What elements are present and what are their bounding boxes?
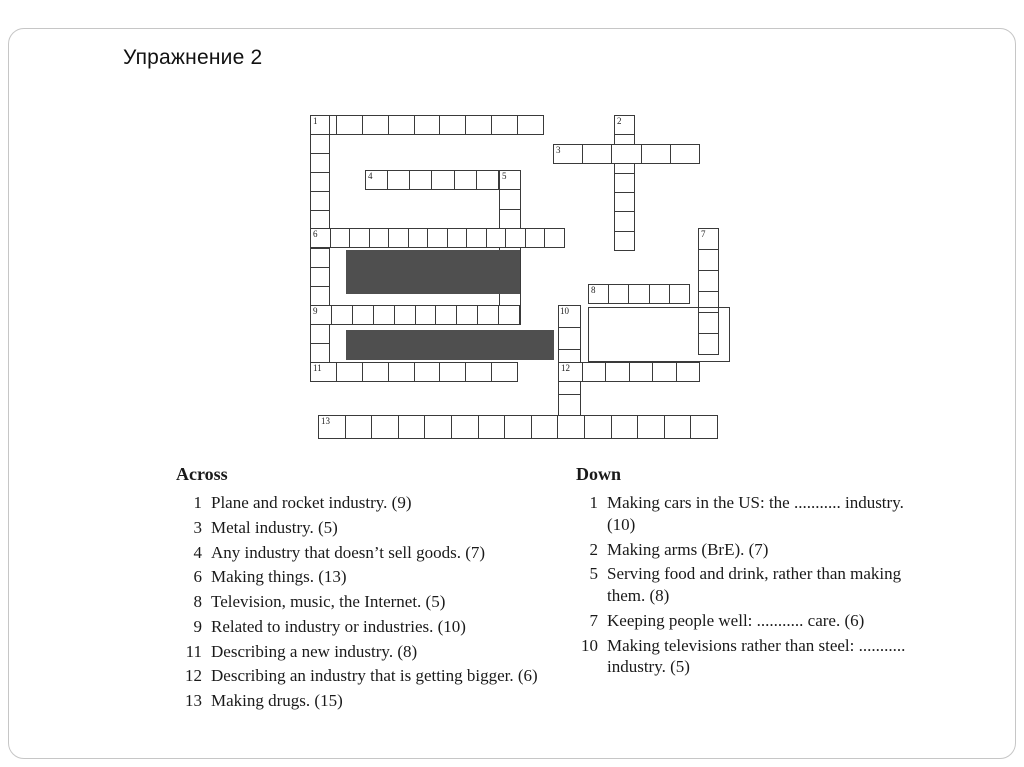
- clue-text: Making arms (BrE). (7): [607, 539, 769, 559]
- crossword-cell: [690, 416, 717, 438]
- clue-number: 13: [185, 691, 202, 710]
- clue-text: Keeping people well: ........... care. (6): [607, 610, 865, 630]
- crossword-cell: [584, 416, 611, 438]
- across-clue-item: [176, 542, 561, 564]
- down-clue-item: [576, 610, 912, 632]
- crossword-cell: [394, 306, 415, 324]
- clue-text: Television, music, the Internet. (5): [211, 592, 446, 611]
- crossword-cell: [451, 416, 478, 438]
- crossword-cell: [311, 210, 329, 229]
- crossword-cell: [669, 285, 689, 303]
- crossword-cell: [371, 416, 398, 438]
- crossword-cell: [486, 229, 506, 247]
- crossword-cell: [427, 229, 447, 247]
- clue-text: Any industry that doesn’t sell goods. (7): [211, 542, 486, 562]
- crossword-cell: [435, 306, 456, 324]
- across-clue-item: [176, 492, 561, 514]
- clue-number-label: 13: [321, 416, 330, 426]
- clue-number: 8: [193, 592, 202, 611]
- crossword-cell: [439, 363, 465, 381]
- clue-text: Describing an industry that is getting bigger. (6): [211, 666, 538, 686]
- clue-text: Making televisions rather than steel: ........... industry. (5): [607, 635, 906, 677]
- across-header: Across: [176, 464, 228, 484]
- clue-number-label: 6: [313, 229, 318, 239]
- crossword-cell: [559, 394, 580, 416]
- crossword-cell: [670, 145, 699, 163]
- crossword-cell: [605, 363, 629, 381]
- clue-number-label: 5: [502, 171, 507, 181]
- crossword-cell: [615, 211, 634, 230]
- crossword-cell: [465, 116, 491, 134]
- crossword-cell: [311, 286, 329, 305]
- crossword-cell: [531, 416, 558, 438]
- clue-number-label: 12: [561, 363, 570, 373]
- crossword-cell: [362, 116, 388, 134]
- crossword-cell: [352, 306, 373, 324]
- crossword-cell: [345, 416, 372, 438]
- crossword-cell: [676, 363, 700, 381]
- crossword-cell: [414, 116, 440, 134]
- clue-number-label: 3: [556, 145, 561, 155]
- crossword-run-down-2: [614, 115, 635, 251]
- crossword-cell: [637, 416, 664, 438]
- crossword-run-down-1: [310, 115, 330, 382]
- across-clue-item: [176, 566, 561, 588]
- clue-number-label: 11: [313, 363, 322, 373]
- grid-outline-box: [588, 307, 730, 362]
- crossword-cell: [615, 173, 634, 192]
- crossword-cell: [336, 363, 362, 381]
- clue-number-label: 10: [560, 306, 569, 316]
- clue-number: 5: [589, 564, 598, 584]
- crossword-cell: [331, 306, 352, 324]
- crossword-run-across-12: [558, 362, 700, 382]
- clue-number-label: 1: [313, 116, 318, 126]
- clue-text: Making things. (13): [211, 567, 347, 587]
- clue-text: Describing a new industry. (8): [211, 641, 418, 661]
- crossword-cell: [369, 229, 389, 247]
- crossword-run-across-3: [553, 144, 700, 164]
- crossword-cell: [611, 145, 640, 163]
- down-clue-item: [576, 563, 912, 607]
- crossword-cell: [477, 306, 498, 324]
- clue-text: Related to industry or industries. (10): [211, 616, 466, 636]
- clue-number: 10: [581, 635, 598, 655]
- crossword-cell: [454, 171, 476, 189]
- crossword-run-across-8: [588, 284, 690, 304]
- across-clue-item: [176, 591, 561, 613]
- across-clue-item: [176, 665, 561, 687]
- crossword-cell: [525, 229, 545, 247]
- crossword-cell: [608, 285, 628, 303]
- across-clue-item: [176, 616, 561, 638]
- crossword-cell: [311, 343, 329, 362]
- crossword-cell: [373, 306, 394, 324]
- crossword-cell: [649, 285, 669, 303]
- down-header: Down: [576, 464, 622, 484]
- clue-number: 3: [193, 517, 202, 537]
- crossword-run-across-4: [365, 170, 521, 190]
- crossword-cell: [311, 172, 329, 191]
- crossword-cell: [408, 229, 428, 247]
- clue-number-label: 4: [368, 171, 373, 181]
- crossword-cell: [641, 145, 670, 163]
- crossword-cell: [456, 306, 477, 324]
- crossword-cell: [628, 285, 648, 303]
- clue-number: 11: [185, 641, 202, 661]
- crossword-cell: [664, 416, 691, 438]
- crossword-cell: [415, 306, 436, 324]
- clue-number: 2: [589, 539, 598, 559]
- crossword-cell: [491, 116, 517, 134]
- clue-number-label: 9: [313, 306, 318, 316]
- crossword-cell: [491, 363, 517, 381]
- crossword-cell: [544, 229, 564, 247]
- crossword-cell: [424, 416, 451, 438]
- crossword-cell: [409, 171, 431, 189]
- shaded-block: [346, 330, 554, 360]
- down-clue-item: [576, 492, 912, 536]
- down-clue-item: [576, 635, 912, 679]
- crossword-cell: [629, 363, 653, 381]
- down-clue-item: [576, 539, 912, 561]
- across-clue-item: [176, 690, 561, 712]
- clue-number-label: 7: [701, 229, 706, 239]
- crossword-cell: [652, 363, 676, 381]
- clue-text: Making cars in the US: the ........... industry. (10): [607, 493, 904, 534]
- crossword-cell: [517, 116, 543, 134]
- crossword-cell: [582, 145, 611, 163]
- crossword-cell: [388, 116, 414, 134]
- down-clues-section: [576, 464, 912, 681]
- crossword-cell: [615, 192, 634, 211]
- clue-number: 12: [185, 666, 202, 686]
- clue-text: Making drugs. (15): [211, 691, 343, 710]
- clue-number-label: 8: [591, 285, 596, 295]
- crossword-cell: [557, 416, 584, 438]
- clue-number: 9: [193, 616, 202, 636]
- crossword-cell: [311, 191, 329, 210]
- crossword-cell: [387, 171, 409, 189]
- across-clue-list: [176, 492, 561, 712]
- crossword-run-across-13: [318, 415, 718, 439]
- clue-number: 4: [193, 542, 202, 562]
- crossword-cell: [582, 363, 606, 381]
- crossword-cell: [398, 416, 425, 438]
- clue-number: 1: [589, 493, 598, 512]
- crossword-cell: [465, 363, 491, 381]
- crossword-cell: [505, 229, 525, 247]
- crossword-cell: [615, 231, 634, 250]
- crossword-run-across-1: [310, 115, 544, 135]
- clue-number: 7: [589, 610, 598, 630]
- crossword-run-across-9: [310, 305, 520, 325]
- crossword-cell: [699, 249, 718, 270]
- crossword-cell: [611, 416, 638, 438]
- crossword-cell: [431, 171, 453, 189]
- crossword-run-across-11: [310, 362, 518, 382]
- across-clues-section: [176, 464, 561, 715]
- crossword-cell: [311, 324, 329, 343]
- crossword-cell: [478, 416, 505, 438]
- crossword-cell: [311, 248, 329, 267]
- crossword-cell: [500, 189, 520, 208]
- across-clue-item: [176, 641, 561, 663]
- crossword-cell: [388, 363, 414, 381]
- crossword-cell: [311, 153, 329, 172]
- crossword-cell: [311, 134, 329, 153]
- crossword-cell: [559, 327, 580, 349]
- crossword-cell: [336, 116, 362, 134]
- clue-number: 6: [193, 567, 202, 587]
- crossword-cell: [388, 229, 408, 247]
- crossword-cell: [699, 270, 718, 291]
- clue-text: Plane and rocket industry. (9): [211, 493, 412, 512]
- crossword-cell: [504, 416, 531, 438]
- crossword-cell: [498, 306, 519, 324]
- crossword-cell: [311, 267, 329, 286]
- crossword-cell: [447, 229, 467, 247]
- slide-title: Упражнение 2: [123, 46, 263, 69]
- crossword-cell: [349, 229, 369, 247]
- clue-text: Serving food and drink, rather than making them. (8): [607, 564, 902, 605]
- crossword-cell: [476, 171, 498, 189]
- crossword-cell: [362, 363, 388, 381]
- crossword-cell: [466, 229, 486, 247]
- clue-number-label: 2: [617, 116, 622, 126]
- crossword-cell: [439, 116, 465, 134]
- crossword-cell: [414, 363, 440, 381]
- across-clue-item: [176, 517, 561, 539]
- crossword-run-across-6: [310, 228, 565, 248]
- shaded-block: [346, 250, 520, 294]
- crossword-cell: [500, 209, 520, 228]
- crossword-cell: [330, 229, 350, 247]
- clue-number: 1: [193, 493, 202, 512]
- down-clue-list: [576, 492, 912, 678]
- clue-text: Metal industry. (5): [211, 517, 338, 537]
